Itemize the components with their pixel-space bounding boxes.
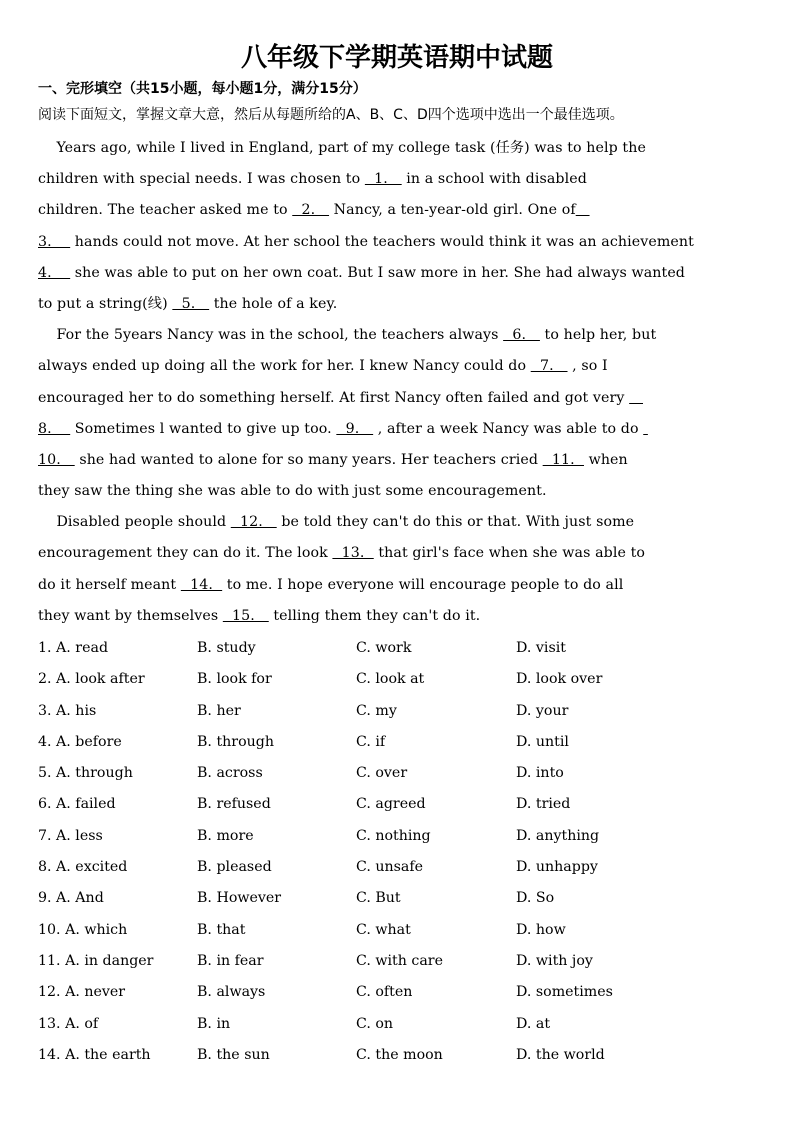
blank (643, 421, 648, 437)
question-row (38, 731, 760, 762)
blank: 5. (172, 295, 210, 312)
blank: 12. (230, 514, 277, 531)
option-c: C. the moon (356, 1046, 443, 1063)
section-instruction: 阅读下面短文，掌握文章大意，然后从每题所给的A、B、C、D四个选项中选出一个最佳选项。 (38, 107, 624, 123)
blank (629, 390, 643, 406)
passage-text: in a school with disabled (401, 171, 587, 188)
option-c: C. over (356, 765, 408, 782)
option-a (38, 825, 103, 847)
option-b: B. the sun (197, 1046, 270, 1063)
option-c: C. on (356, 1015, 394, 1032)
option-d: D. So (516, 890, 555, 907)
question-number: 2. (38, 671, 57, 688)
option-b: B. that (197, 921, 246, 938)
passage-text: that girl's face when she was able to (373, 545, 646, 562)
option-a-text: A. less (56, 827, 103, 844)
passage-text: they want by themselves (38, 607, 223, 624)
option-a-text: A. the earth (65, 1046, 151, 1063)
passage-text: Disabled people should (38, 514, 231, 531)
passage-text: to me. I hope everyone will encourage people to do all (222, 576, 624, 593)
passage-line (38, 418, 760, 449)
option-a-text: A. his (56, 702, 97, 719)
passage-line (38, 293, 760, 324)
option-b: B. in (197, 1015, 231, 1032)
option-b: B. more (197, 827, 254, 844)
question-number: 14. (38, 1046, 66, 1063)
question-row (38, 856, 760, 887)
option-b: B. through (197, 733, 274, 750)
option-a-text: A. failed (56, 796, 116, 813)
option-d: D. unhappy (516, 859, 598, 876)
passage-text: children. The teacher asked me to (38, 202, 293, 219)
option-d: D. visit (516, 640, 566, 656)
passage-text: always ended up doing all the work for her. I knew Nancy could do (38, 358, 531, 375)
question-row (38, 700, 760, 731)
blank (576, 202, 590, 218)
option-b: B. her (197, 702, 241, 719)
option-c: C. unsafe (356, 859, 424, 876)
question-row (38, 981, 760, 1012)
option-b: B. always (197, 984, 266, 1001)
passage-text: she was able to put on her own coat. But I saw more in her. She had always wanted (70, 264, 685, 281)
option-a (38, 919, 127, 941)
blank: 13. (332, 545, 374, 562)
passage-line (38, 199, 760, 230)
passage-text: encouragement they can do it. The look (38, 545, 333, 562)
option-a-text: A. And (56, 890, 104, 907)
passage-text: For the 5years Nancy was in the school, the teachers always (38, 327, 504, 344)
option-b: B. refused (197, 796, 271, 813)
passage-line (38, 262, 760, 293)
blank: 3. (38, 233, 71, 250)
passage-text: Sometimes l wanted to give up too. (70, 420, 337, 437)
option-d: D. look over (516, 671, 603, 688)
passage-text: , after a week Nancy was able to do (373, 420, 644, 437)
blank: 9. (336, 420, 374, 437)
passage-text: to help her, but (539, 327, 657, 344)
question-number: 7. (38, 827, 57, 844)
option-d: D. how (516, 921, 566, 938)
passage-line (38, 449, 760, 480)
question-number: 11. (38, 952, 66, 969)
option-a (38, 637, 108, 659)
option-a-text: A. never (65, 984, 126, 1001)
blank: 15. (222, 607, 269, 624)
question-number: 8. (38, 859, 57, 876)
passage-line (38, 231, 760, 262)
option-a (38, 981, 125, 1003)
option-a (38, 793, 116, 815)
blank: 11. (542, 451, 584, 468)
section-header: 一、完形填空（共15小题，每小题1分，满分15分） (38, 81, 367, 97)
option-a-text: A. of (65, 1015, 99, 1032)
passage-line (38, 605, 760, 636)
option-b: B. pleased (197, 859, 272, 876)
passage-line (38, 511, 760, 542)
passage-text: Years ago, while I lived in England, part of my college task (任务) was to help the (38, 140, 646, 156)
option-a-text: A. look after (56, 671, 145, 688)
option-c: C. nothing (356, 827, 431, 844)
option-a-text: A. excited (56, 859, 128, 876)
question-row (38, 887, 760, 918)
passage-line (38, 168, 760, 199)
option-d: D. your (516, 702, 569, 719)
question-row (38, 825, 760, 856)
cloze-passage (38, 137, 760, 636)
option-a (38, 856, 127, 878)
option-a (38, 1044, 151, 1066)
passage-text: children with special needs. I was chosen to (38, 171, 365, 188)
option-a-text: A. before (56, 733, 122, 750)
question-number: 6. (38, 796, 57, 813)
blank: 6. (503, 327, 540, 344)
option-a (38, 950, 153, 972)
passage-line (38, 355, 760, 386)
passage-line (38, 574, 760, 605)
question-number: 1. (38, 640, 57, 656)
question-row (38, 762, 760, 793)
question-row (38, 637, 760, 668)
option-a (38, 668, 145, 690)
option-d: D. at (516, 1015, 551, 1032)
option-a-text: A. which (65, 921, 128, 938)
option-b: B. across (197, 765, 263, 782)
question-number: 13. (38, 1015, 66, 1032)
passage-text: to put a string(线) (38, 295, 173, 312)
option-c: C. if (356, 733, 386, 750)
option-b: B. However (197, 890, 282, 907)
passage-text: they saw the thing she was able to do with just some encouragement. (38, 483, 547, 500)
exam-title: 八年级下学期英语期中试题 (240, 43, 553, 73)
passage-text: when (583, 451, 628, 468)
blank: 8. (38, 420, 71, 437)
question-row (38, 793, 760, 824)
option-b: B. in fear (197, 952, 264, 969)
option-d: D. tried (516, 796, 571, 813)
option-d: D. sometimes (516, 984, 613, 1001)
question-number: 9. (38, 890, 57, 907)
option-a (38, 1013, 98, 1035)
passage-text: , so I (567, 358, 608, 375)
blank: 7. (530, 358, 568, 375)
option-d: D. the world (516, 1046, 605, 1063)
blank: 14. (180, 576, 223, 593)
question-row (38, 919, 760, 950)
question-row (38, 950, 760, 981)
blank: 2. (292, 202, 330, 219)
passage-text: encouraged her to do something herself. At first Nancy often failed and got very (38, 389, 630, 406)
option-d: D. until (516, 733, 569, 750)
option-a-text: A. read (56, 640, 109, 656)
passage-line (38, 542, 760, 573)
question-number: 3. (38, 702, 57, 719)
passage-text: she had wanted to alone for so many years. Her teachers cried (74, 451, 543, 468)
passage-line (38, 387, 760, 418)
option-a-text: A. in danger (65, 952, 154, 969)
option-d: D. with joy (516, 952, 593, 969)
option-d: D. into (516, 765, 564, 782)
question-number: 4. (38, 733, 57, 750)
blank: 10. (38, 451, 75, 468)
option-c: C. often (356, 984, 413, 1001)
option-c: C. work (356, 640, 412, 656)
option-b: B. study (197, 640, 256, 656)
passage-text: be told they can't do this or that. With just some (276, 514, 635, 531)
option-a-text: A. through (56, 765, 133, 782)
option-d: D. anything (516, 827, 600, 844)
passage-text: hands could not move. At her school the teachers would think it was an achievement (70, 233, 694, 250)
passage-text: telling them they can't do it. (268, 607, 481, 624)
blank: 1. (364, 171, 402, 188)
option-c: C. my (356, 702, 397, 719)
question-row (38, 1044, 760, 1075)
answer-options (38, 637, 760, 1075)
option-c: C. with care (356, 952, 443, 969)
blank: 4. (38, 264, 71, 281)
option-b: B. look for (197, 671, 272, 688)
question-row (38, 1013, 760, 1044)
question-number: 10. (38, 921, 66, 938)
passage-line (38, 137, 760, 168)
option-c: C. look at (356, 671, 425, 688)
option-a (38, 731, 122, 753)
option-c: C. what (356, 921, 411, 938)
passage-text: do it herself meant (38, 576, 181, 593)
passage-line (38, 324, 760, 355)
option-a (38, 887, 104, 909)
question-number: 12. (38, 984, 66, 1001)
question-number: 5. (38, 765, 57, 782)
option-a (38, 762, 133, 784)
option-c: C. But (356, 890, 401, 907)
question-row (38, 668, 760, 699)
option-c: C. agreed (356, 796, 426, 813)
passage-text: Nancy, a ten-year-old girl. One of (329, 202, 576, 219)
passage-text: the hole of a key. (209, 295, 338, 312)
option-a (38, 700, 96, 722)
passage-line (38, 480, 760, 511)
